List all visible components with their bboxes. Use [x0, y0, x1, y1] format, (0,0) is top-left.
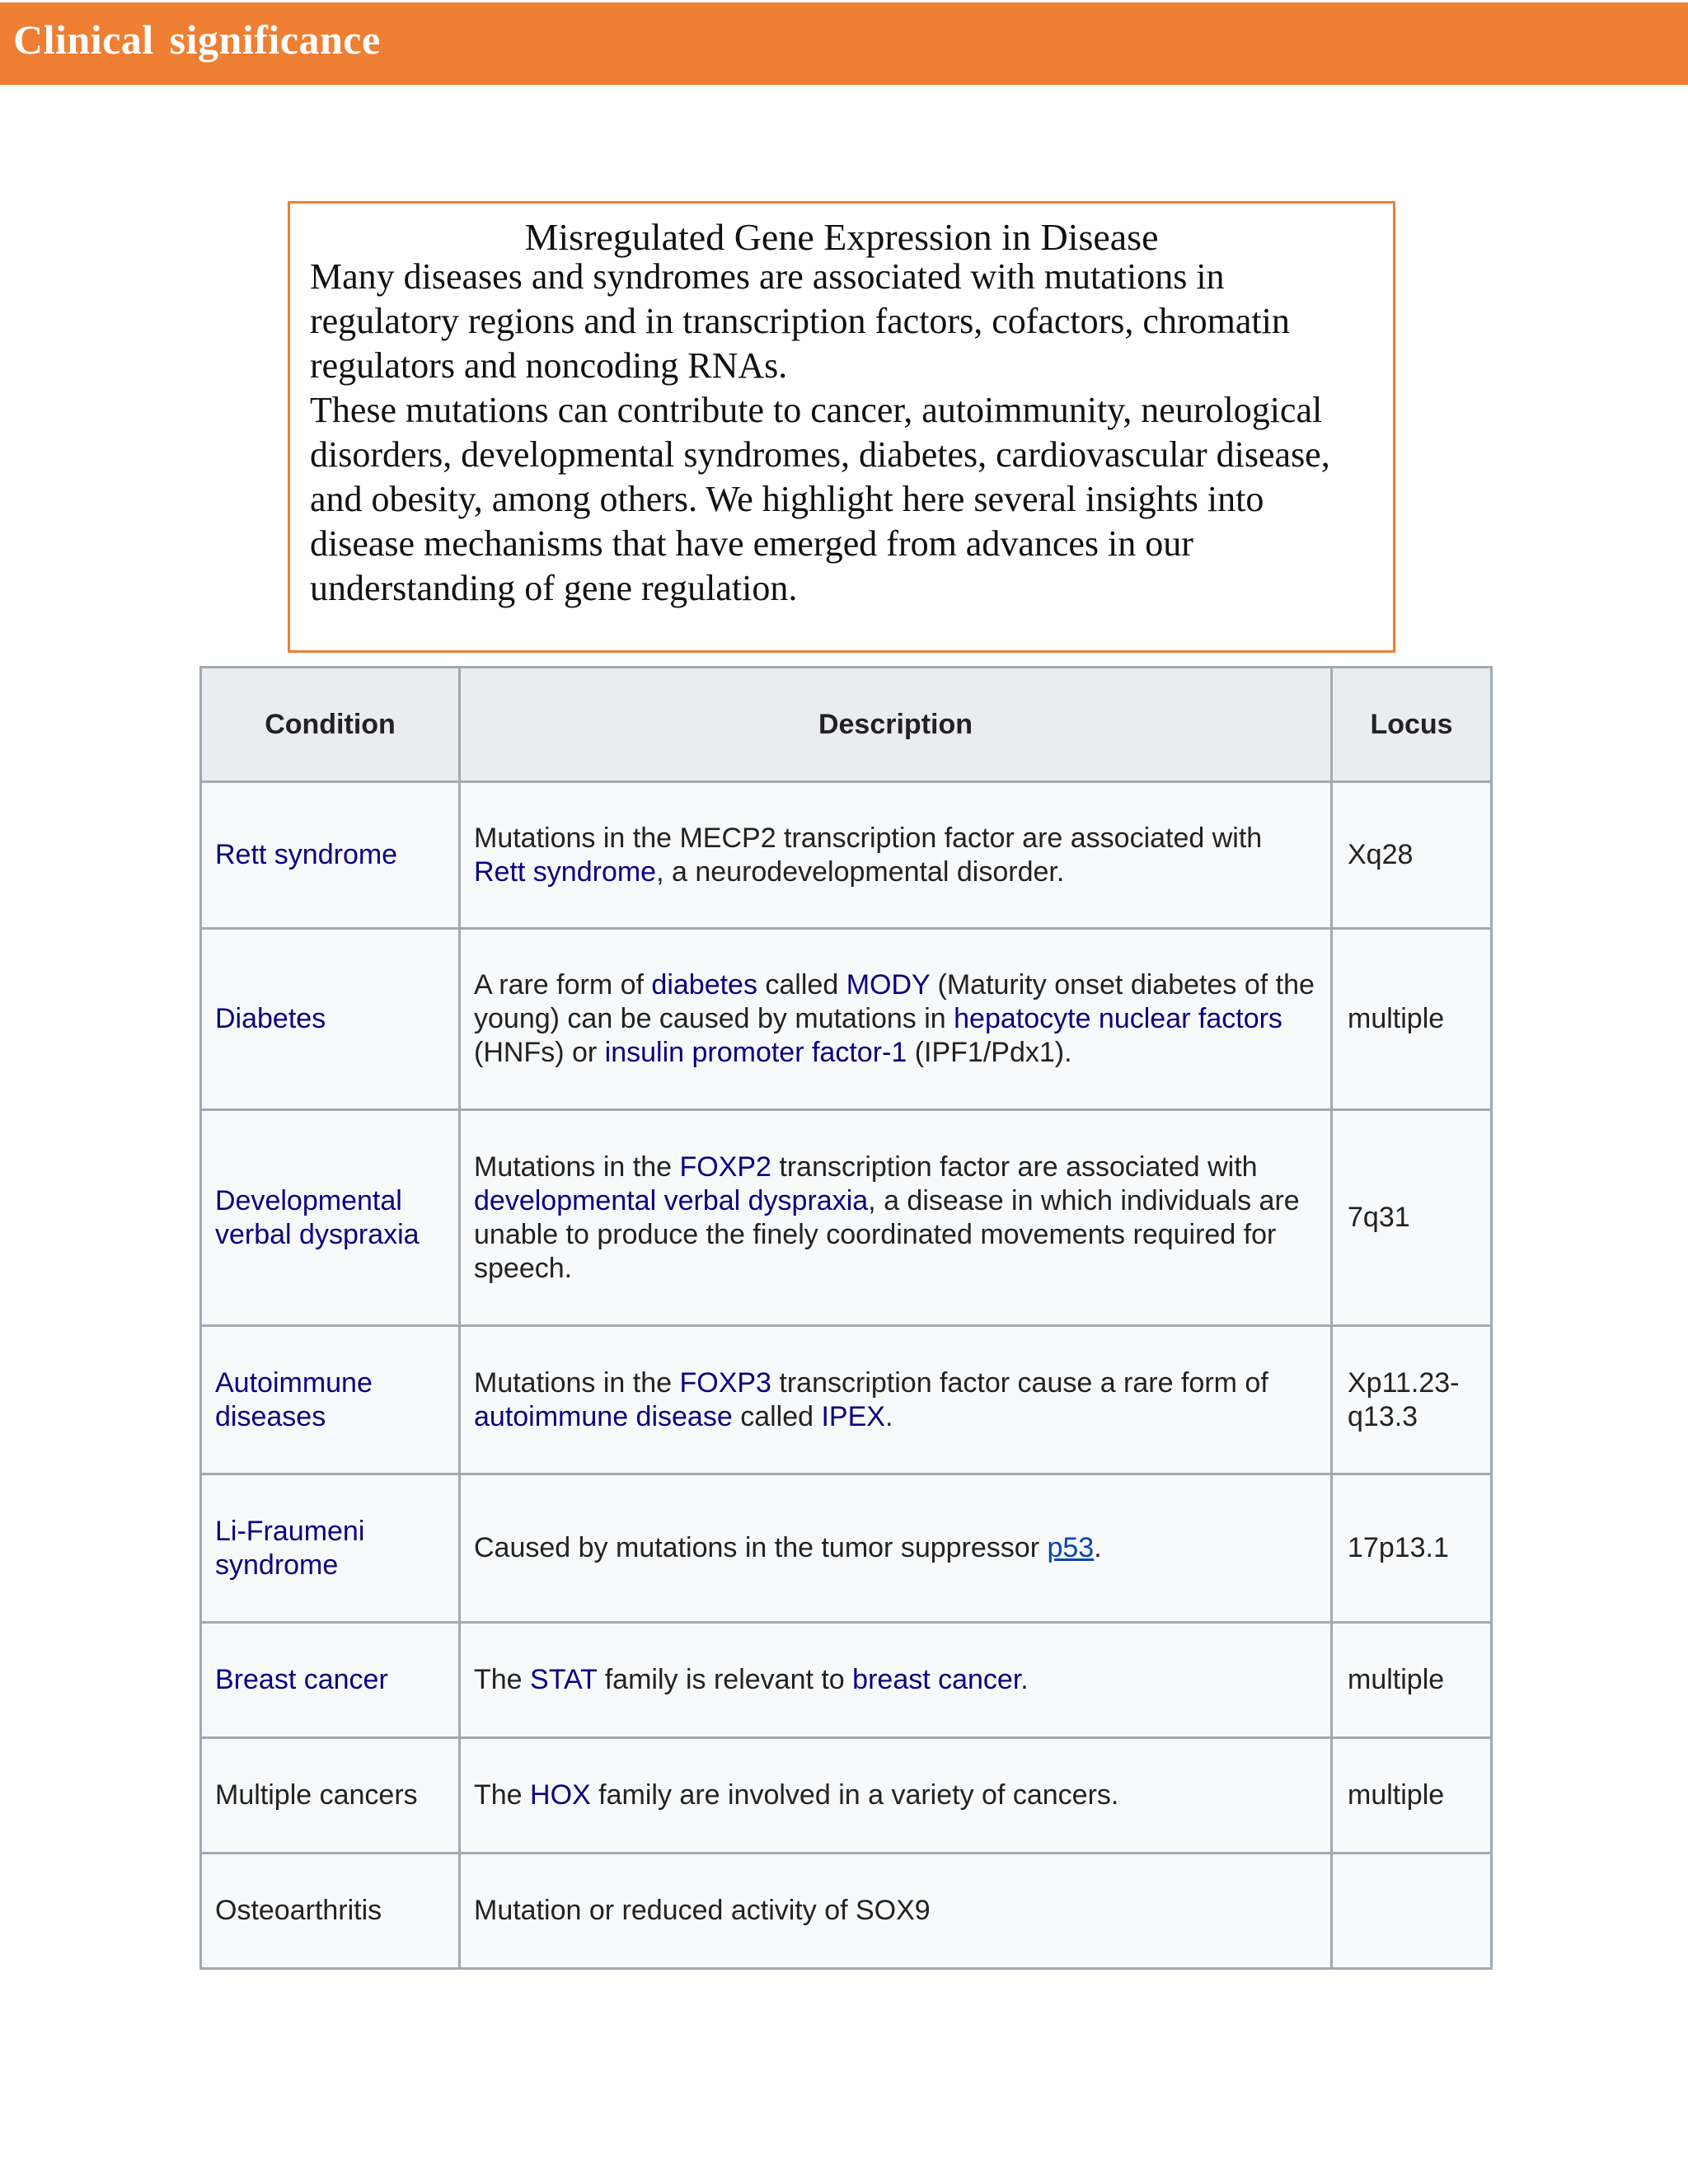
column-header-description: Description	[460, 668, 1332, 782]
description-text: called	[757, 969, 846, 1001]
description-cell	[460, 1110, 1332, 1326]
description-cell	[460, 1474, 1332, 1623]
table-row	[201, 1326, 1492, 1474]
description-text: Mutations in the	[474, 1366, 680, 1399]
condition-cell	[201, 1110, 460, 1326]
condition-cell: Osteoarthritis	[201, 1854, 460, 1969]
description-link[interactable]: FOXP3	[679, 1366, 771, 1399]
description-link[interactable]: diabetes	[651, 969, 757, 1001]
description-link[interactable]: FOXP2	[679, 1151, 771, 1183]
description-text: transcription factor cause a rare form of	[771, 1366, 1268, 1399]
description-text: , a neurodevelopmental disorder.	[656, 855, 1065, 888]
condition-cell	[201, 1474, 460, 1623]
locus-cell: multiple	[1332, 1738, 1492, 1854]
description-text: , a disease in which individuals are unable to produce the finely coordinated movements required for speech.	[474, 1184, 1300, 1284]
description-text: .	[1094, 1532, 1102, 1563]
description-cell	[460, 1738, 1332, 1854]
description-link[interactable]: developmental verbal dyspraxia	[474, 1184, 869, 1216]
description-text: A rare form of	[474, 969, 652, 1001]
section-title: Clinical significance	[13, 16, 381, 63]
description-text: .	[1020, 1664, 1029, 1695]
condition-cell: Multiple cancers	[201, 1738, 460, 1854]
table-row	[201, 1474, 1492, 1623]
description-text: transcription factor are associated with	[771, 1151, 1258, 1183]
table-row	[201, 1854, 1492, 1969]
condition-cell	[201, 782, 460, 929]
callout-title: Misregulated Gene Expression in Disease	[524, 216, 1159, 258]
condition-cell	[201, 1326, 460, 1474]
locus-cell: Xp11.23-q13.3	[1332, 1326, 1492, 1474]
callout-paragraph-2: These mutations can contribute to cancer, autoimmunity, neurological disorders, developmental syndromes, diabetes, cardiovascular disease, and obesity, among others. We highlight here several insights into disease mechanisms that have emerged from advances in our understanding of gene regulation.	[310, 390, 1330, 608]
column-header-condition: Condition	[201, 668, 460, 782]
condition-link[interactable]: Autoimmune diseases	[215, 1366, 373, 1432]
description-text: family are involved in a variety of cancers.	[590, 1779, 1119, 1811]
callout-box	[288, 201, 1395, 653]
description-text: The	[474, 1664, 531, 1695]
table-row	[201, 782, 1492, 929]
description-link[interactable]: hepatocyte nuclear factors	[954, 1003, 1282, 1034]
table-row	[201, 1110, 1492, 1326]
description-text: (Maturity onset diabetes of the young) can be caused by mutations in	[474, 969, 1315, 1034]
description-link[interactable]: breast cancer	[852, 1664, 1021, 1695]
condition-link[interactable]: Developmental verbal dyspraxia	[215, 1184, 420, 1250]
conditions-table	[199, 666, 1493, 1970]
condition-cell	[201, 1623, 460, 1738]
locus-cell: multiple	[1332, 1623, 1492, 1738]
description-link[interactable]: insulin promoter factor-1	[604, 1037, 907, 1068]
description-text: Mutations in the	[474, 1151, 680, 1183]
condition-cell	[201, 929, 460, 1110]
locus-cell	[1332, 1854, 1492, 1969]
table-row	[201, 1738, 1492, 1854]
column-header-locus: Locus	[1332, 668, 1492, 782]
callout-paragraph-1: Many diseases and syndromes are associated with mutations in regulatory regions and in transcription factors, cofactors, chromatin regulators and noncoding RNAs.	[310, 256, 1290, 386]
description-text: (HNFs) or	[474, 1037, 605, 1068]
description-text: Mutations in the MECP2 transcription factor are associated with	[474, 822, 1263, 854]
locus-cell: Xq28	[1332, 782, 1492, 929]
description-link[interactable]: IPEX	[821, 1400, 885, 1432]
description-cell	[460, 1623, 1332, 1738]
table-row	[201, 929, 1492, 1110]
condition-link[interactable]: Diabetes	[215, 1003, 326, 1034]
condition-link[interactable]: Breast cancer	[215, 1664, 388, 1695]
section-header-bar	[0, 2, 1688, 85]
condition-link[interactable]: Li-Fraumeni syndrome	[215, 1515, 365, 1581]
description-text: (IPF1/Pdx1).	[907, 1037, 1072, 1068]
description-text: Caused by mutations in the tumor suppressor	[474, 1532, 1048, 1563]
description-cell	[460, 929, 1332, 1110]
callout-body	[310, 255, 1376, 611]
description-link[interactable]: HOX	[530, 1779, 591, 1811]
table-header-row	[201, 668, 1492, 782]
locus-cell: 17p13.1	[1332, 1474, 1492, 1623]
description-link[interactable]: STAT	[530, 1664, 598, 1695]
description-link[interactable]: Rett syndrome	[474, 855, 657, 888]
description-link[interactable]: MODY	[846, 969, 931, 1001]
description-text: .	[884, 1400, 893, 1432]
description-cell	[460, 782, 1332, 929]
table-row	[201, 1623, 1492, 1738]
locus-cell: multiple	[1332, 929, 1492, 1110]
description-link[interactable]: autoimmune disease	[474, 1400, 733, 1432]
description-cell	[460, 1326, 1332, 1474]
description-text: called	[732, 1400, 822, 1432]
description-cell	[460, 1854, 1332, 1969]
description-text: The	[474, 1779, 531, 1811]
description-text: Mutation or reduced activity of SOX9	[474, 1895, 931, 1926]
description-link[interactable]: p53	[1047, 1532, 1095, 1563]
description-text: family is relevant to	[597, 1664, 853, 1695]
condition-link[interactable]: Rett syndrome	[215, 839, 398, 870]
locus-cell: 7q31	[1332, 1110, 1492, 1326]
